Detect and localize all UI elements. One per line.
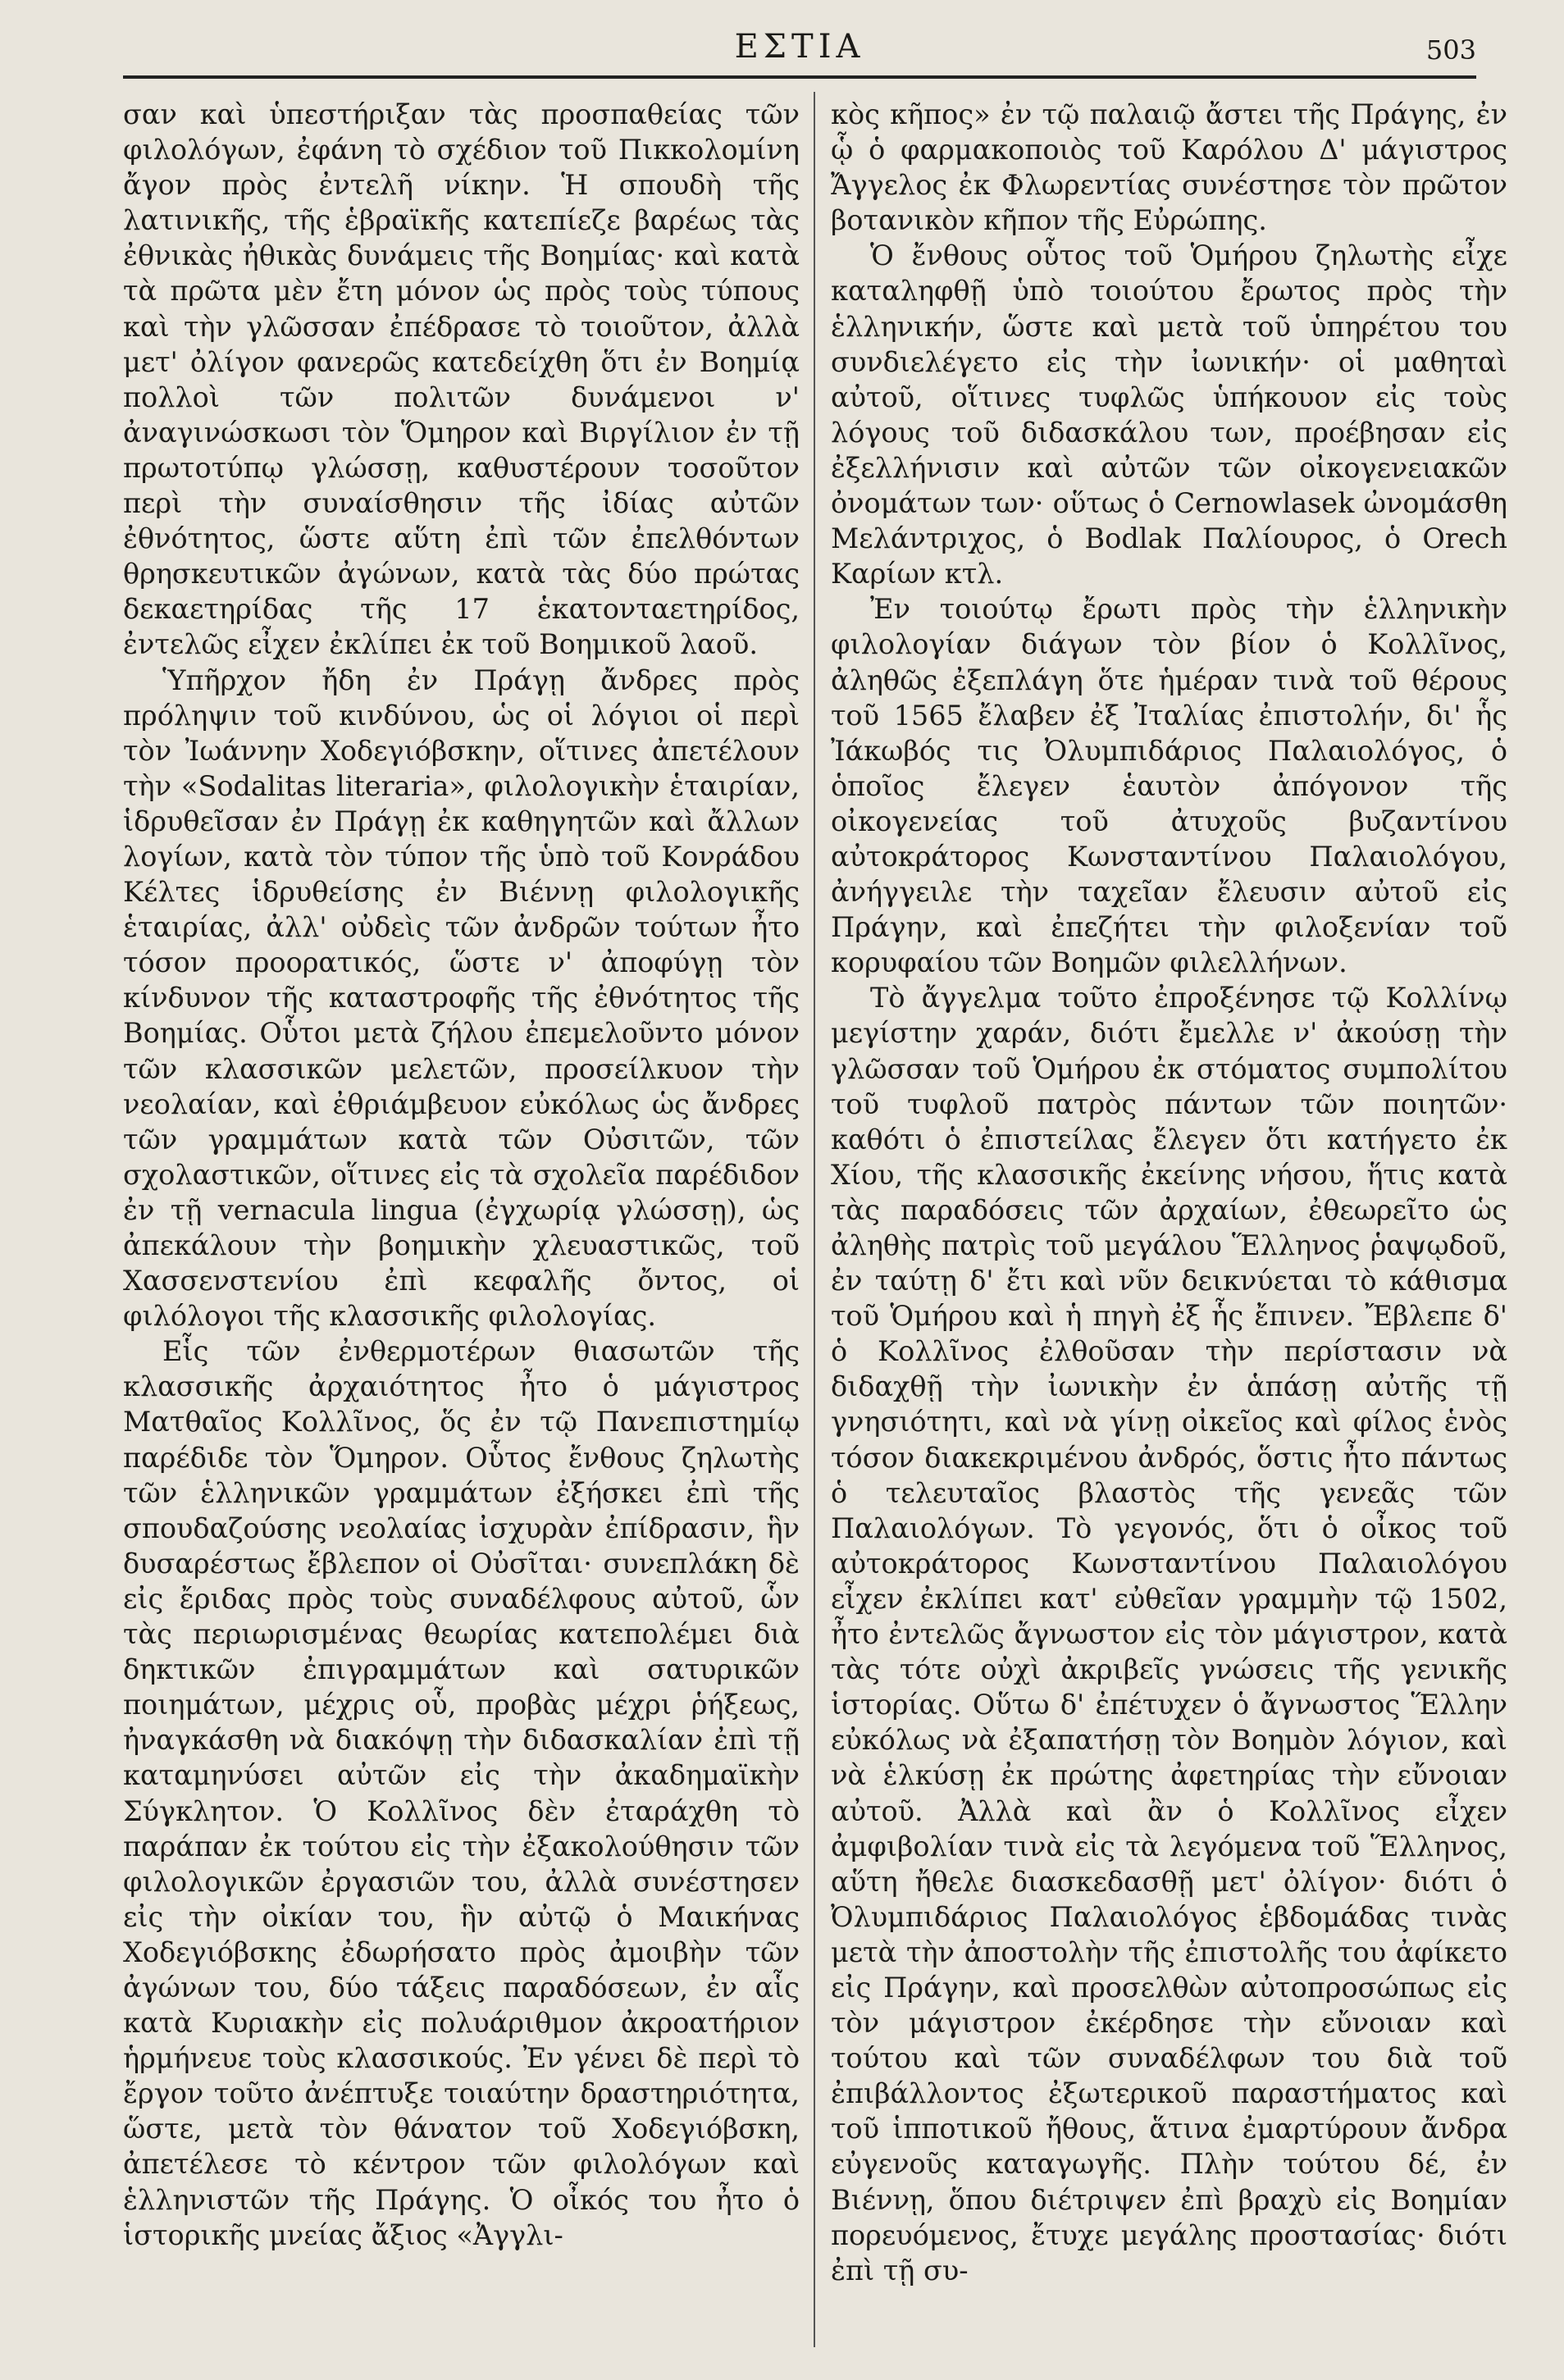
right-column [831,97,1507,2344]
left-paragraph-3: Εἷς τῶν ἐνθερμοτέρων θιασωτῶν τῆς κλασσικῆς ἀρχαιότητος ἦτο ὁ μάγιστρος Ματθαῖος Κολλῖνος, ὅς ἐν τῷ Πανεπιστημίῳ παρέδιδε τὸν Ὅμηρον. Οὗτος ἔνθους ζηλωτὴς τῶν ἑλληνικῶν γραμμάτων ἐξήσκει ἐπὶ τῆς σπουδαζούσης νεολαίας ἰσχυρὰν ἐπίδρασιν, ἣν δυσαρέστως ἔβλεπον οἱ Οὐσῖται· συνεπλάκη δὲ εἰς ἔριδας πρὸς τοὺς συναδέλφους αὐτοῦ, ὧν τὰς περιωρισμένας θεωρίας κατεπολέμει διὰ δηκτικῶν ἐπιγραμμάτων καὶ σατυρικῶν ποιημάτων, μέχρις οὗ, προβὰς μέχρι ῥήξεως, ἠναγκάσθη νὰ διακόψῃ τὴν διδασκαλίαν ἐπὶ τῇ καταμηνύσει αὐτῶν εἰς τὴν ἀκαδημαϊκὴν Σύγκλητον. Ὁ Κολλῖνος δὲν ἐταράχθη τὸ παράπαν ἐκ τούτου εἰς τὴν ἐξακολούθησιν τῶν φιλολογικῶν ἐργασιῶν του, ἀλλὰ συνέστησεν εἰς τὴν οἰκίαν του, ἣν αὐτῷ ὁ Μαικήνας Χοδεγιόβσκης ἐδωρήσατο πρὸς ἀμοιβὴν τῶν ἀγώνων του, δύο τάξεις παραδόσεων, ἐν αἷς κατὰ Κυριακὴν εἰς πολυάριθμον ἀκροατήριον ἡρμήνευε τοὺς κλασσικούς. Ἐν γένει δὲ περὶ τὸ ἔργον τοῦτο ἀνέπτυξε τοιαύτην δραστηριότητα, ὥστε, μετὰ τὸν θάνατον τοῦ Χοδεγιόβσκη, ἀπετέλεσε τὸ κέντρον τῶν φιλολόγων καὶ ἑλληνιστῶν τῆς Πράγης. Ὁ οἶκός του ἦτο ὁ ἱστορικῆς μνείας ἄξιος «Ἀγγλι- [123,1335,800,2251]
page-number: 503 [1425,34,1476,66]
right-paragraph-4: Τὸ ἄγγελμα τοῦτο ἐπροξένησε τῷ Κολλίνῳ μεγίστην χαράν, διότι ἔμελλε ν' ἀκούσῃ τὴν γλῶσσαν τοῦ Ὁμήρου ἐκ στόματος συμπολίτου τοῦ τυφλοῦ πατρὸς πάντων τῶν ποιητῶν· καθότι ὁ ἐπιστείλας ἔλεγεν ὅτι κατήγετο ἐκ Χίου, τῆς κλασσικῆς ἐκείνης νήσου, ἥτις κατὰ τὰς παραδόσεις τῶν ἀρχαίων, ἐθεωρεῖτο ὡς ἀληθὴς πατρὶς τοῦ μεγάλου Ἕλληνος ῥαψῳδοῦ, ἐν ταύτῃ δ' ἔτι καὶ νῦν δεικνύεται τὸ κάθισμα τοῦ Ὁμήρου καὶ ἡ πηγὴ ἐξ ἧς ἔπινεν. Ἔβλεπε δ' ὁ Κολλῖνος ἐλθοῦσαν τὴν περίστασιν νὰ διδαχθῇ τὴν ἰωνικὴν ἐν ἁπάσῃ αὐτῆς τῇ γνησιότητι, καὶ νὰ γίνῃ οἰκεῖος καὶ φίλος ἑνὸς τόσον διακεκριμένου ἀνδρός, ὅστις ἦτο πάντως ὁ τελευταῖος βλαστὸς τῆς γενεᾶς τῶν Παλαιολόγων. Τὸ γεγονός, ὅτι ὁ οἶκος τοῦ αὐτοκράτορος Κωνσταντίνου Παλαιολόγου εἶχεν ἐκλίπει κατ' εὐθεῖαν γραμμὴν τῷ 1502, ἦτο ἐντελῶς ἄγνωστον εἰς τὸν μάγιστρον, κατὰ τὰς τότε οὐχὶ ἀκριβεῖς γνώσεις τῆς γενικῆς ἱστορίας. Οὕτω δ' ἐπέτυχεν ὁ ἄγνωστος Ἕλλην εὐκόλως νὰ ἐξαπατήσῃ τὸν Βοημὸν λόγιον, καὶ νὰ ἑλκύσῃ ἐκ πρώτης ἀφετηρίας τὴν εὔνοιαν αὐτοῦ. Ἀλλὰ καὶ ἂν ὁ Κολλῖνος εἶχεν ἀμφιβολίαν τινὰ εἰς τὰ λεγόμενα τοῦ Ἕλληνος, αὕτη ἤθελε διασκεδασθῇ μετ' ὀλίγον· διότι ὁ Ὀλυμπιδάριος Παλαιολόγος ἑβδομάδας τινὰς μετὰ τὴν ἀποστολὴν τῆς ἐπιστολῆς του ἀφίκετο εἰς Πράγην, καὶ προσελθὼν αὐτοπροσώπως εἰς τὸν μάγιστρον ἐκέρδησε τὴν εὔνοιαν καὶ τούτου καὶ τῶν συναδέλφων του διὰ τοῦ ἐπιβάλλοντος ἐξωτερικοῦ παραστήματος καὶ τοῦ ἱπποτικοῦ ἤθους, ἅτινα ἐμαρτύρουν ἄνδρα εὐγενοῦς καταγωγῆς. Πλὴν τούτου δέ, ἐν Βιέννῃ, ὅπου διέτριψεν ἐπὶ βραχὺ εἰς Βοημίαν πορευόμενος, ἔτυχε μεγάλης προστασίας· διότι ἐπὶ τῇ συ- [831,982,1507,2287]
left-paragraph-2: Ὑπῆρχον ἤδη ἐν Πράγῃ ἄνδρες πρὸς πρόληψιν τοῦ κινδύνου, ὡς οἱ λόγιοι οἱ περὶ τὸν Ἰωάννην Χοδεγιόβσκην, οἵτινες ἀπετέλουν τὴν «Sodalitas literaria», φιλολογικὴν ἑταιρίαν, ἱδρυθεῖσαν ἐν Πράγῃ ἐκ καθηγητῶν καὶ ἄλλων λογίων, κατὰ τὸν τύπον τῆς ὑπὸ τοῦ Κονράδου Κέλτες ἱδρυθείσης ἐν Βιέννῃ φιλολογικῆς ἑταιρίας, ἀλλ' οὐδεὶς τῶν ἀνδρῶν τούτων ἦτο τόσον προορατικός, ὥστε ν' ἀποφύγῃ τὸν κίνδυνον τῆς καταστροφῆς τῆς ἐθνότητος τῆς Βοημίας. Οὗτοι μετὰ ζήλου ἐπεμελοῦντο μόνον τῶν κλασσικῶν μελετῶν, προσείλκυον τὴν νεολαίαν, καὶ ἐθριάμβευον εὐκόλως ὡς ἄνδρες τῶν γραμμάτων κατὰ τῶν Οὐσιτῶν, τῶν σχολαστικῶν, οἵτινες εἰς τὰ σχολεῖα παρέδιδον ἐν τῇ vernacula lingua (ἐγχωρίᾳ γλώσσῃ), ὡς ἀπεκάλουν τὴν βοημικὴν χλευαστικῶς, τοῦ Χασσενστενίου ἐπὶ κεφαλῆς ὄντος, οἱ φιλόλογοι τῆς κλασσικῆς φιλολογίας. [123,663,800,1333]
column-divider [814,92,815,2347]
right-paragraph-3: Ἐν τοιούτῳ ἔρωτι πρὸς τὴν ἑλληνικὴν φιλολογίαν διάγων τὸν βίον ὁ Κολλῖνος, ἀληθῶς ἐξεπλάγη ὅτε ἡμέραν τινὰ τοῦ θέρους τοῦ 1565 ἔλαβεν ἐξ Ἰταλίας ἐπιστολήν, δι' ἧς Ἰάκωβός τις Ὀλυμπιδάριος Παλαιολόγος, ὁ ὁποῖος ἔλεγεν ἑαυτὸν ἀπόγονον τῆς οἰκογενείας τοῦ ἀτυχοῦς βυζαντίνου αὐτοκράτορος Κωνσταντίνου Παλαιολόγου, ἀνήγγειλε τὴν ταχεῖαν ἔλευσιν αὐτοῦ εἰς Πράγην, καὶ ἐπεζήτει τὴν φιλοξενίαν τοῦ κορυφαίου τῶν Βοημῶν φιλελλήνων. [831,593,1507,979]
right-paragraph-1: κὸς κῆπος» ἐν τῷ παλαιῷ ἄστει τῆς Πράγης, ἐν ᾧ ὁ φαρμακοποιὸς τοῦ Καρόλου Δ' μάγιστρος Ἄγγελος ἐκ Φλωρεντίας συνέστησε τὸν πρῶτον βοτανικὸν κῆπον τῆς Εὐρώπης. [831,98,1507,237]
page-header [123,23,1476,72]
journal-title: ΕΣΤΙΑ [734,28,865,66]
left-paragraph-1: σαν καὶ ὑπεστήριξαν τὰς προσπαθείας τῶν φιλολόγων, ἐφάνη τὸ σχέδιον τοῦ Πικκολομίνη ἄγον πρὸς ἐντελῆ νίκην. Ἡ σπουδὴ τῆς λατινικῆς, τῆς ἑβραϊκῆς κατεπίεζε βαρέως τὰς ἐθνικὰς ἠθικὰς δυνάμεις τῆς Βοημίας· καὶ κατὰ τὰ πρῶτα μὲν ἔτη μόνον ὡς πρὸς τοὺς τύπους καὶ τὴν γλῶσσαν ἐπέδρασε τὸ τοιοῦτον, ἀλλὰ μετ' ὀλίγον φανερῶς κατεδείχθη ὅτι ἐν Βοημίᾳ πολλοὶ τῶν πολιτῶν δυνάμενοι ν' ἀναγινώσκωσι τὸν Ὅμηρον καὶ Βιργίλιον ἐν τῇ πρωτοτύπῳ γλώσσῃ, καθυστέρουν τοσοῦτον περὶ τὴν συναίσθησιν τῆς ἰδίας αὐτῶν ἐθνότητος, ὥστε αὕτη ἐπὶ τῶν ἐπελθόντων θρησκευτικῶν ἀγώνων, κατὰ τὰς δύο πρώτας δεκαετηρίδας τῆς 17 ἑκατονταετηρίδος, ἐντελῶς εἶχεν ἐκλίπει ἐκ τοῦ Βοημικοῦ λαοῦ. [123,98,800,661]
left-column [123,97,800,2344]
header-rule [123,75,1476,79]
right-paragraph-2: Ὁ ἔνθους οὗτος τοῦ Ὁμήρου ζηλωτὴς εἶχε καταληφθῇ ὑπὸ τοιούτου ἔρωτος πρὸς τὴν ἑλληνικήν, ὥστε καὶ μετὰ τοῦ ὑπηρέτου του συνδιελέγετο εἰς τὴν ἰωνικήν· οἱ μαθηταὶ αὐτοῦ, οἵτινες τυφλῶς ὑπήκουον εἰς τοὺς λόγους τοῦ διδασκάλου των, προέβησαν εἰς ἐξελλήνισιν καὶ αὐτῶν τῶν οἰκογενειακῶν ὀνομάτων των· οὕτως ὁ Cernowlasek ὠνομάσθη Μελάντριχος, ὁ Bodlak Παλίουρος, ὁ Orech Καρίων κτλ. [831,239,1507,590]
